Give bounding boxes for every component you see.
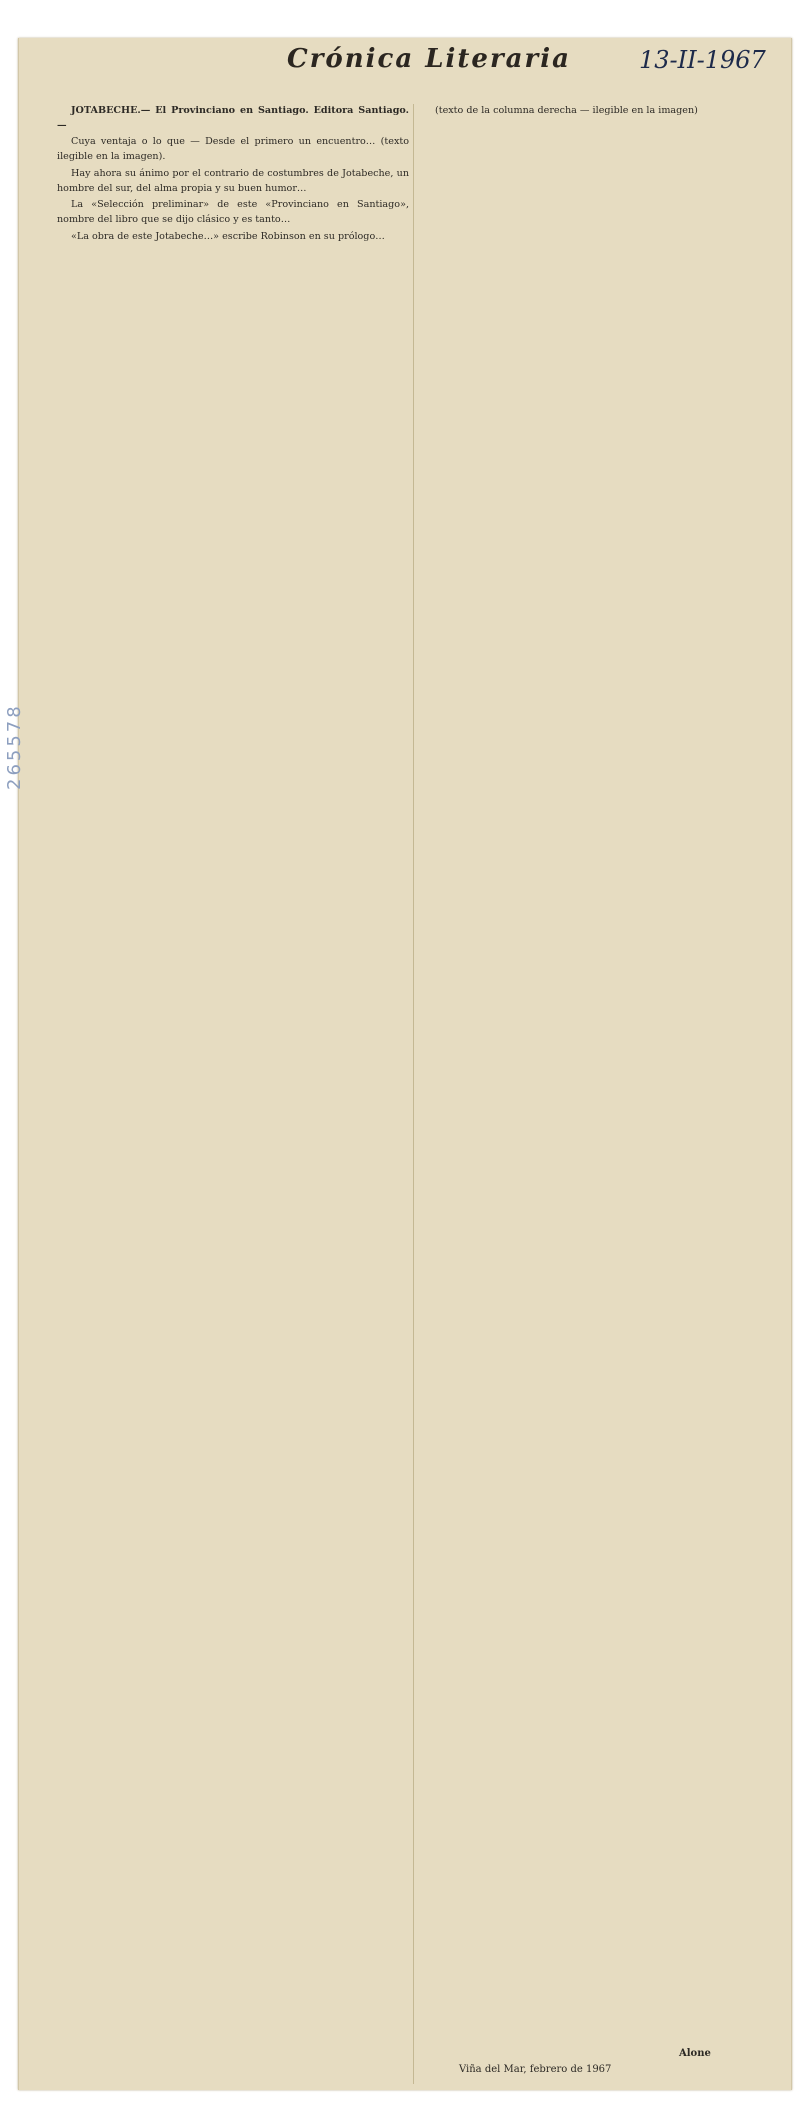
column-divider <box>413 104 414 2084</box>
newspaper-clipping <box>18 38 792 2090</box>
handwritten-date: 13-II-1967 <box>639 46 766 74</box>
paragraph: (texto de la columna derecha — ilegible en la imagen) <box>435 105 698 116</box>
column-title: Crónica Literaria <box>287 44 571 74</box>
left-column <box>57 104 409 246</box>
paragraph: Cuya ventaja o lo que — Desde el primero un encuentro… (texto ilegible en la imagen). <box>57 136 409 163</box>
place-and-date: Viña del Mar, febrero de 1967 <box>459 2064 612 2075</box>
author-signature: Alone <box>679 2048 711 2059</box>
paragraph: «La obra de este Jotabeche…» escribe Robinson en su prólogo… <box>71 230 385 242</box>
lead-paragraph: JOTABECHE.— El Provinciano en Santiago. Editora Santiago.— <box>57 105 409 131</box>
archive-stamp: 265578 <box>4 703 25 790</box>
paragraph: Hay ahora su ánimo por el contrario de costumbres de Jotabeche, un hombre del sur, del alma propia y su buen humor… <box>57 167 409 194</box>
paragraph: La «Selección preliminar» de este «Provinciano en Santiago», nombre del libro que se dijo clásico y es tanto… <box>57 199 409 225</box>
right-column <box>421 104 773 121</box>
clipping-header <box>19 38 791 90</box>
